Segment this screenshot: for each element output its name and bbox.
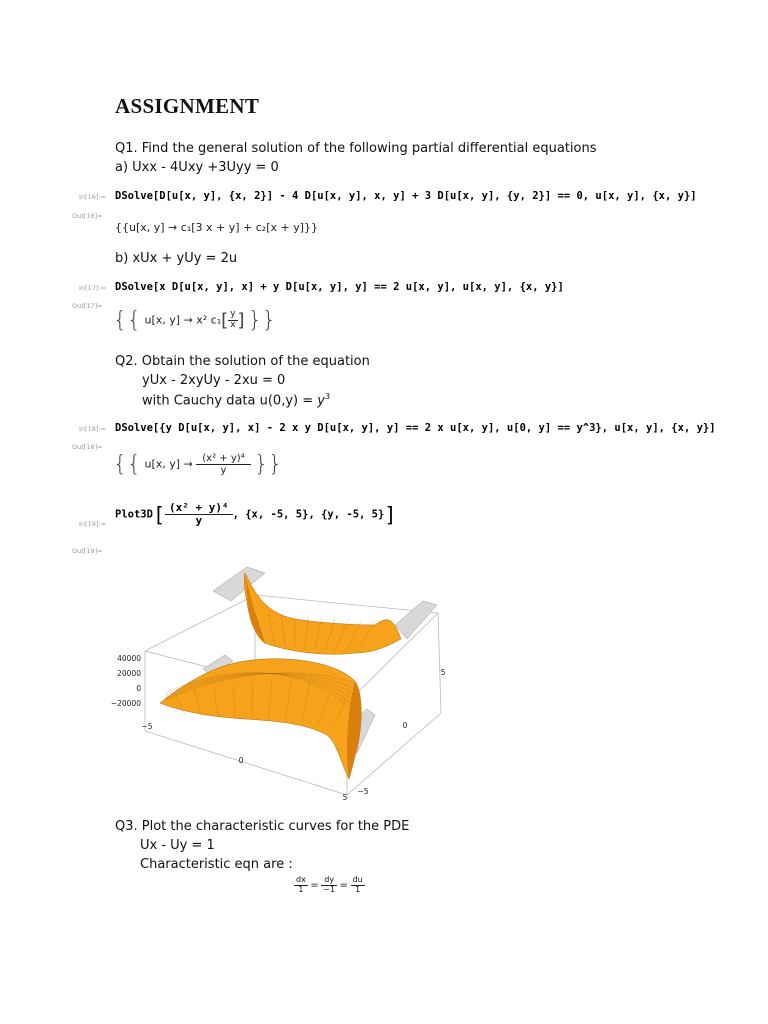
q3-equation: Ux - Uy = 1	[140, 838, 215, 853]
q2-heading: Q2. Obtain the solution of the equation	[115, 354, 370, 369]
fraction-dy: $\frac{dy}{-1}$	[323, 875, 336, 894]
q2-equation: yUx - 2xyUy - 2xu = 0	[142, 373, 286, 388]
out18-output-cell[interactable]	[113, 452, 282, 477]
out18-lhs: u[x, y] →	[144, 457, 193, 471]
x-tick: 0	[238, 756, 244, 765]
x-tick: 5	[342, 793, 348, 802]
in19-label: In[19]:=	[79, 520, 107, 528]
out16-label: Out[16]=	[72, 212, 103, 220]
fraction-du: $\frac{du}{1}$	[352, 875, 363, 894]
open-braces: {{	[113, 452, 141, 477]
q2-cauchy-data: with Cauchy data $u(0,y) = y^3$	[142, 392, 331, 409]
in17-input-cell[interactable]: DSolve[x D[u[x, y], x] + y D[u[x, y], y] == 2 u[x, y], u[x, y], {x, y}]	[115, 281, 564, 293]
z-tick: −20000	[110, 699, 141, 708]
out17-output-cell[interactable]: {{ u[x, y] → x² c₁[ $\frac{y}{x}$ ] }}	[113, 308, 277, 333]
page-title: ASSIGNMENT	[115, 94, 260, 118]
q1-heading: Q1. Find the general solution of the following partial differential equations	[115, 141, 597, 156]
q1-part-a: a) Uxx - 4Uxy +3Uyy = 0	[115, 160, 279, 175]
q3-characteristic-label: Characteristic eqn are :	[140, 857, 293, 872]
in19-fraction: $\frac{\text{(x² + y)⁴}}{y}$	[165, 502, 233, 527]
in19-input-cell[interactable]: Plot3D[ $\frac{\text{(x² + y)⁴}}{y}$ , {x, -5, 5}, {y, -5, 5}]	[115, 501, 397, 528]
z-tick: 20000	[117, 669, 141, 678]
plot-surface-upper	[244, 573, 401, 654]
in18-label: In[18]:=	[79, 425, 107, 433]
y-tick: 5	[440, 668, 446, 677]
open-braces: {{	[113, 308, 141, 333]
plot-surface-lower	[160, 659, 361, 779]
z-tick: 40000	[117, 654, 141, 663]
z-axis-ticks	[111, 654, 141, 708]
out17-label: Out[17]=	[72, 302, 103, 310]
y-tick: 0	[402, 721, 408, 730]
z-tick: 0	[136, 684, 141, 693]
q3-heading: Q3. Plot the characteristic curves for the PDE	[115, 819, 410, 834]
out17-fraction: $\frac{y}{x}$	[230, 309, 236, 330]
in18-input-cell[interactable]: DSolve[{y D[u[x, y], x] - 2 x y D[u[x, y], y] == 2 x u[x, y], u[0, y] == y^3}, u[x, y], {x, y}]	[115, 422, 716, 434]
close-braces: }}	[248, 308, 277, 333]
y-tick: −5	[357, 787, 369, 796]
x-tick: −5	[141, 722, 153, 731]
out18-label: Out[18]=	[72, 443, 103, 451]
in16-input-cell[interactable]: DSolve[D[u[x, y], {x, 2}] - 4 D[u[x, y], x, y] + 3 D[u[x, y], {y, 2}] == 0, u[x, y], {x, y}]	[115, 190, 697, 202]
out18-fraction: $\frac{\text{(x² + y)⁴}}{y}$	[196, 453, 250, 476]
x-axis-ticks	[141, 722, 347, 802]
out16-output-cell[interactable]: {{u[x, y] → c₁[3 x + y] + c₂[x + y]}}	[115, 221, 319, 234]
fraction-dx: $\frac{dx}{1}$	[296, 875, 306, 894]
out19-label: Out[19]=	[72, 547, 103, 555]
close-braces: }}	[254, 452, 283, 477]
out17-lhs: u[x, y] → x² c₁	[144, 313, 222, 327]
in16-label: In[16]:=	[79, 193, 107, 201]
plot3d-output[interactable]	[105, 553, 455, 808]
characteristic-equation: $\frac{dx}{1}$ = $\frac{dy}{-1}$ = $\frac{du}{1}$	[296, 875, 363, 894]
in17-label: In[17]:=	[79, 284, 107, 292]
q1-part-b: b) xUx + yUy = 2u	[115, 251, 238, 266]
y-axis-ticks	[357, 668, 445, 796]
